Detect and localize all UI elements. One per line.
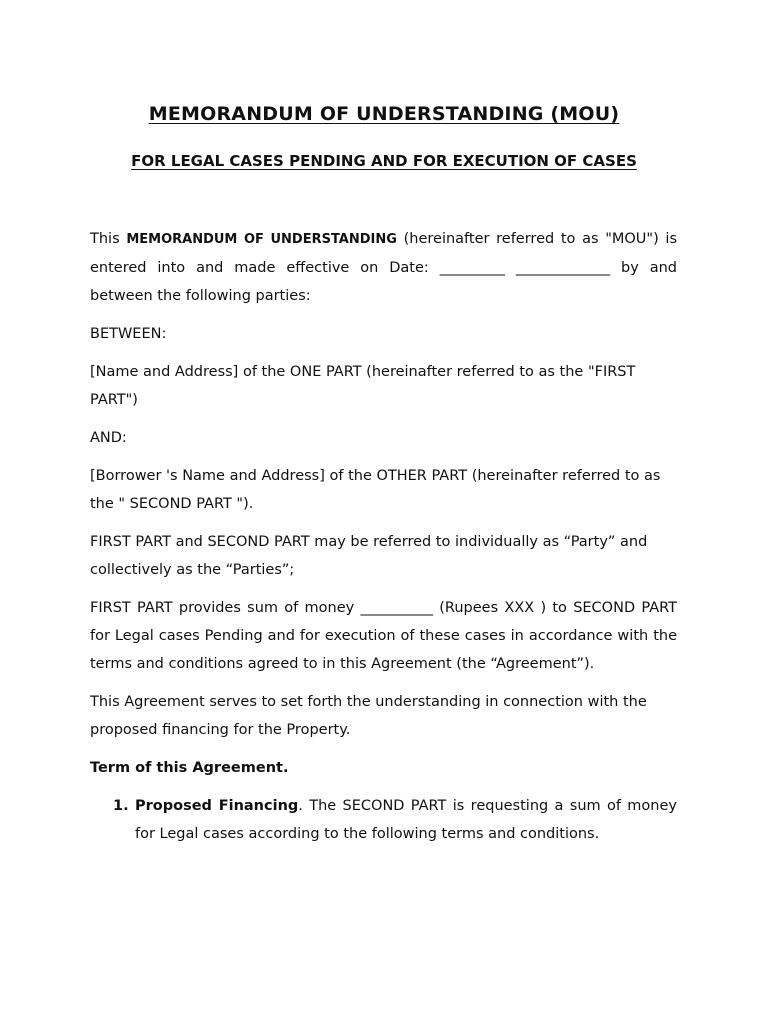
intro-text-start: This: [90, 231, 127, 247]
list-item: [90, 792, 677, 848]
document-title: MEMORANDUM OF UNDERSTANDING (MOU): [148, 103, 620, 125]
funding-paragraph: FIRST PART provides sum of money __________ (Rupees XXX ) to SECOND PART for Legal cases Pending and for execution of these cases in accordance with the terms and conditions agreed to in this Agreement (the “Agreement”).: [90, 600, 677, 672]
intro-bold-term: MEMORANDUM OF UNDERSTANDING: [126, 232, 397, 247]
terms-list: [90, 792, 677, 848]
list-item-heading: Proposed Financing: [135, 798, 299, 814]
parties-definition-paragraph: FIRST PART and SECOND PART may be referred to individually as “Party” and collectively as the “Parties”;: [90, 534, 648, 578]
intro-paragraph: [90, 225, 677, 310]
first-party-paragraph: [Name and Address] of the ONE PART (hereinafter referred to as the "FIRST PART"): [90, 364, 636, 408]
and-label: AND:: [90, 430, 127, 446]
list-item-text: . The SECOND PART is requesting a sum of money for Legal cases according to the following terms and conditions.: [135, 798, 677, 842]
between-label: BETWEEN:: [90, 326, 167, 342]
intro-text-end: (hereinafter referred to as "MOU") is entered into and made effective on Date: _________ _____________ by and between the following parties:: [90, 231, 678, 304]
list-item-number: 1.: [113, 798, 129, 814]
purpose-paragraph: This Agreement serves to set forth the understanding in connection with the proposed financing for the Property.: [90, 694, 647, 738]
document-body: [90, 225, 677, 848]
second-party-paragraph: [Borrower 's Name and Address] of the OTHER PART (hereinafter referred to as the " SECOND PART ").: [90, 468, 661, 512]
document-subtitle: FOR LEGAL CASES PENDING AND FOR EXECUTION OF CASES: [131, 152, 637, 170]
term-heading: Term of this Agreement.: [90, 760, 289, 776]
